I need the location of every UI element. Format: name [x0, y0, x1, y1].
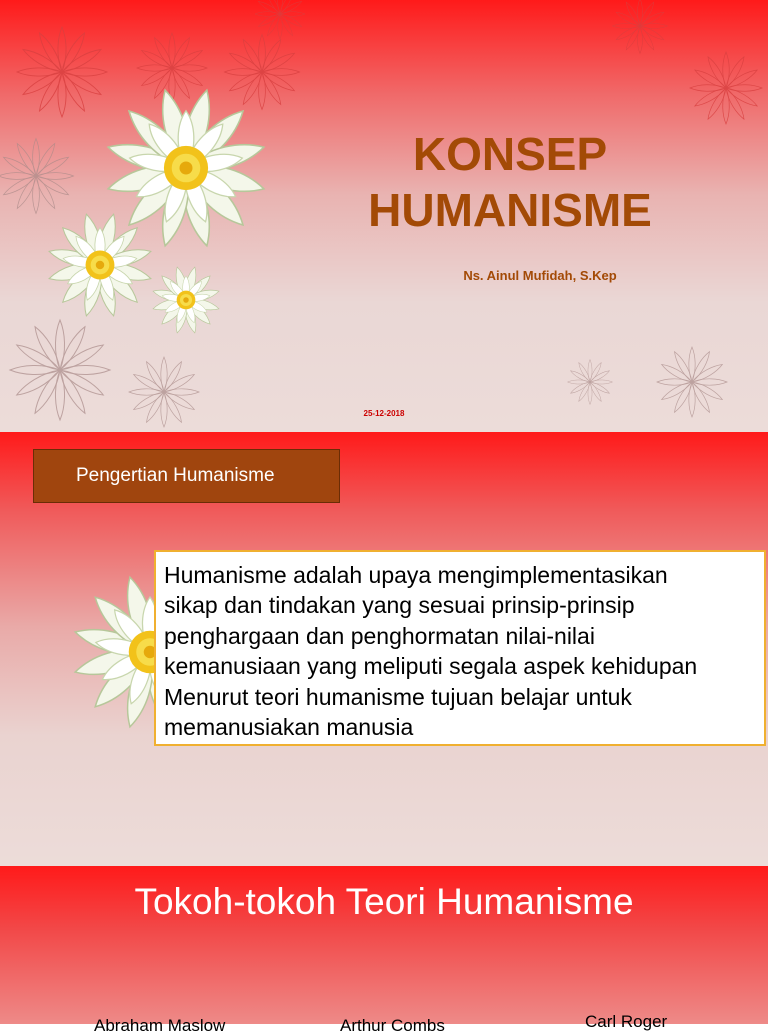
figures-title: Tokoh-tokoh Teori Humanisme [134, 881, 634, 922]
figure-maslow: Abraham Maslow [94, 1016, 226, 1035]
title-line-1: KONSEP [412, 128, 608, 180]
presentation-title [330, 126, 690, 238]
title-line-2: HUMANISME [368, 184, 652, 236]
section-header: Pengertian Humanisme [33, 449, 340, 503]
figure-roger: Carl Roger [585, 1012, 668, 1031]
slide-title [0, 0, 768, 432]
slide-figures [0, 866, 768, 1035]
presentation-date: 25-12-2018 [363, 409, 405, 418]
definition-text: Humanisme adalah upaya mengimplementasikan sikap dan tindakan yang sesuai prinsip-prinsip penghargaan dan penghormatan nilai-nilai kemanusiaan yang meliputi segala aspek kehidupan Menurut teori humanisme tujuan belajar untuk memanusiakan manusia [154, 550, 766, 746]
figure-combs: Arthur Combs [340, 1016, 445, 1035]
author-name: Ns. Ainul Mufidah, S.Kep [463, 268, 617, 283]
slide-definition [0, 432, 768, 866]
